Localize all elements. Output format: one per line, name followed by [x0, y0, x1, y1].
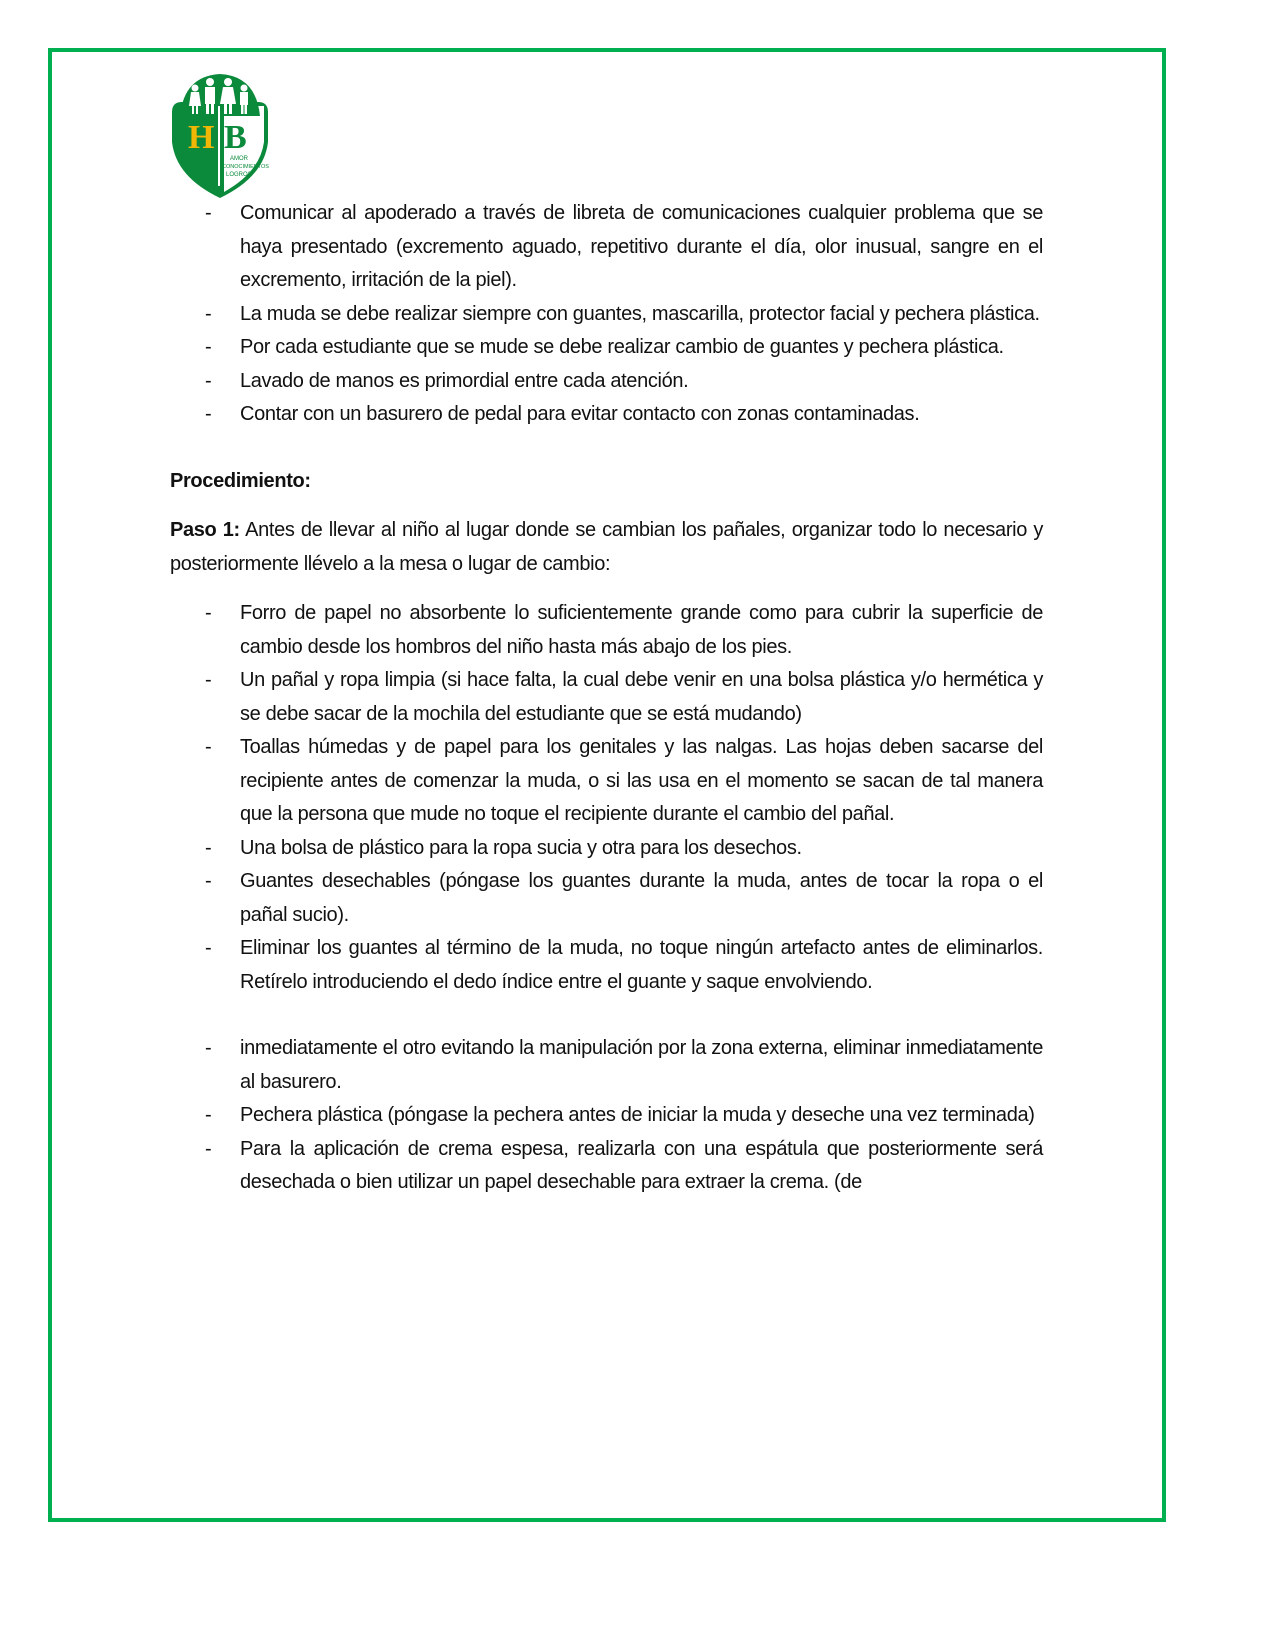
- spacer: [170, 581, 1043, 597]
- bullet-dash: -: [205, 1037, 212, 1059]
- list-item: - Eliminar los guantes al término de la muda, no toque ningún artefacto antes de eliminarlos. Retírelo introduciendo el dedo índice entre el guante y saque envolviendo.: [170, 932, 1043, 999]
- bullet-dash: -: [205, 369, 212, 392]
- logo-motto-1: AMOR: [230, 156, 248, 162]
- list-item: - Un pañal y ropa limpia (si hace falta, la cual debe venir en una bolsa plástica y/o hermética y se debe sacar de la mochila del estudiante que se está mudando): [170, 664, 1043, 731]
- bullet-dash: -: [205, 736, 212, 758]
- bullet-dash: -: [205, 1104, 212, 1126]
- list-item: - Pechera plástica (póngase la pechera antes de iniciar la muda y deseche una vez terminada): [170, 1099, 1043, 1133]
- document-body: [170, 197, 1043, 1200]
- requirements-list: [170, 197, 1043, 432]
- school-logo: [168, 72, 272, 200]
- step-label: Paso 1:: [170, 519, 240, 541]
- list-item: - Lavado de manos es primordial entre cada atención.: [170, 365, 1043, 399]
- list-item: - La muda se debe realizar siempre con guantes, mascarilla, protector facial y pechera plástica.: [170, 298, 1043, 332]
- bullet-dash: -: [205, 836, 212, 859]
- step-1-list: [170, 597, 1043, 999]
- list-item: - Toallas húmedas y de papel para los genitales y las nalgas. Las hojas deben sacarse del recipiente antes de comenzar la muda, o si las usa en el momento se sacan de tal manera que la persona que mude no toque el recipiente durante el cambio del pañal.: [170, 731, 1043, 832]
- bullet-dash: -: [205, 602, 212, 624]
- bullet-dash: -: [205, 202, 212, 224]
- section-heading: Procedimiento:: [170, 469, 311, 492]
- step-1-paragraph: Paso 1: Antes de llevar al niño al lugar donde se cambian los pañales, organizar todo lo necesario y posteriormente llévelo a la mesa o lugar de cambio:: [170, 519, 1044, 575]
- spacer: [170, 999, 1043, 1032]
- spacer: [170, 498, 1043, 514]
- list-item: - inmediatamente el otro evitando la manipulación por la zona externa, eliminar inmediatamente al basurero.: [170, 1032, 1043, 1099]
- spacer: [170, 432, 1043, 465]
- list-item: - Forro de papel no absorbente lo suficientemente grande como para cubrir la superficie de cambio desde los hombros del niño hasta más abajo de los pies.: [170, 597, 1043, 664]
- logo-motto-3: LOGROS: [226, 172, 252, 178]
- bullet-dash: -: [205, 336, 212, 358]
- list-item: - Una bolsa de plástico para la ropa sucia y otra para los desechos.: [170, 832, 1043, 866]
- list-item: - Contar con un basurero de pedal para evitar contacto con zonas contaminadas.: [170, 398, 1043, 432]
- bullet-dash: -: [205, 302, 212, 325]
- step-1-list-continued: [170, 1032, 1043, 1200]
- bullet-dash: -: [205, 870, 212, 892]
- logo-letter-h: H: [188, 119, 215, 156]
- list-item: - Por cada estudiante que se mude se debe realizar cambio de guantes y pechera plástica.: [170, 331, 1043, 365]
- list-item: - Para la aplicación de crema espesa, realizarla con una espátula que posteriormente será desechada o bien utilizar un papel desechable para extraer la crema. (de: [170, 1133, 1043, 1200]
- bullet-dash: -: [205, 1137, 212, 1160]
- logo-motto-2: CONOCIMIENTOS: [222, 164, 269, 170]
- bullet-dash: -: [205, 669, 212, 691]
- list-item: - Comunicar al apoderado a través de libreta de comunicaciones cualquier problema que se haya presentado (excremento aguado, repetitivo durante el día, olor inusual, sangre en el excremento, irritación de la piel).: [170, 197, 1043, 298]
- list-item: - Guantes desechables (póngase los guantes durante la muda, antes de tocar la ropa o el pañal sucio).: [170, 865, 1043, 932]
- bullet-dash: -: [205, 937, 212, 959]
- bullet-dash: -: [205, 403, 212, 425]
- logo-letter-b: B: [224, 119, 247, 156]
